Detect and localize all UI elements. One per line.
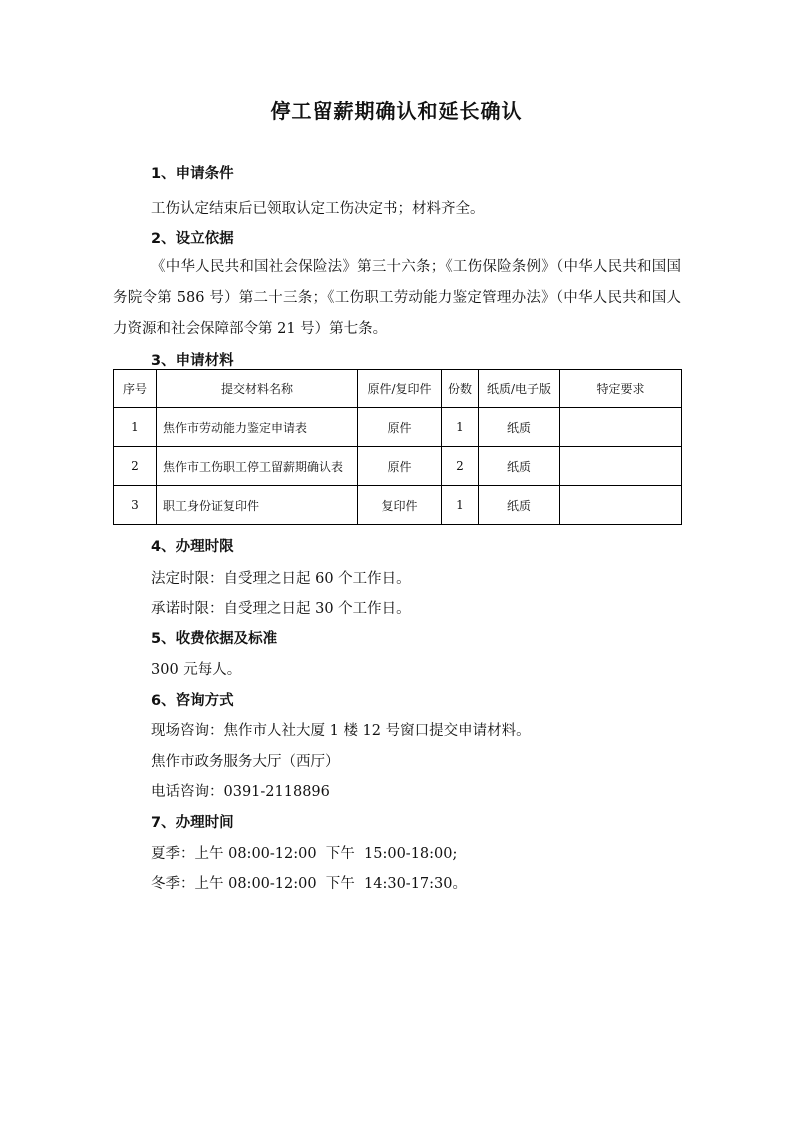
service-hall: 焦作市政务服务大厅（西厅） [151, 754, 340, 770]
table-cell: 纸质 [479, 408, 560, 447]
table-cell [560, 408, 682, 447]
column-header: 份数 [442, 370, 479, 408]
table-cell: 2 [442, 447, 479, 486]
materials-table [113, 369, 682, 525]
legal-time-limit: 法定时限：自受理之日起 60 个工作日。 [151, 571, 411, 587]
table-row [114, 408, 682, 447]
section-heading-conditions: 1、申请条件 [151, 166, 234, 182]
table-cell: 3 [114, 486, 157, 525]
column-header: 特定要求 [560, 370, 682, 408]
section-heading-fees: 5、收费依据及标准 [151, 631, 278, 647]
table-cell: 原件 [358, 408, 442, 447]
table-header-row [114, 370, 682, 408]
promised-time-limit: 承诺时限：自受理之日起 30 个工作日。 [151, 601, 411, 617]
table-cell: 1 [114, 408, 157, 447]
table-cell [560, 486, 682, 525]
section-heading-basis: 2、设立依据 [151, 231, 234, 247]
fee-text: 300 元每人。 [151, 662, 242, 678]
table-cell: 1 [442, 408, 479, 447]
table-cell: 复印件 [358, 486, 442, 525]
conditions-text: 工伤认定结束后已领取认定工伤决定书；材料齐全。 [151, 201, 485, 217]
page-title: 停工留薪期确认和延长确认 [270, 99, 523, 123]
table-cell [560, 447, 682, 486]
column-header: 序号 [114, 370, 157, 408]
column-header: 纸质/电子版 [479, 370, 560, 408]
table-cell: 纸质 [479, 447, 560, 486]
table-row [114, 447, 682, 486]
table-cell: 2 [114, 447, 157, 486]
section-heading-time-limit: 4、办理时限 [151, 539, 234, 555]
winter-hours: 冬季：上午 08:00-12:00 下午 14:30-17:30。 [151, 876, 467, 892]
phone-consultation: 电话咨询：0391-2118896 [151, 784, 330, 800]
section-heading-materials: 3、申请材料 [151, 353, 234, 369]
table-cell: 焦作市工伤职工停工留薪期确认表 [157, 447, 358, 486]
table-cell: 焦作市劳动能力鉴定申请表 [157, 408, 358, 447]
table-cell: 职工身份证复印件 [157, 486, 358, 525]
table-cell: 纸质 [479, 486, 560, 525]
section-heading-office-hours: 7、办理时间 [151, 815, 234, 831]
column-header: 原件/复印件 [358, 370, 442, 408]
section-heading-consultation: 6、咨询方式 [151, 693, 234, 709]
table-row [114, 486, 682, 525]
basis-text: 《中华人民共和国社会保险法》第三十六条；《工伤保险条例》（中华人民共和国国务院令第 586 号）第二十三条；《工伤职工劳动能力鉴定管理办法》（中华人民共和国人力资源和社会保障部令第 21 号）第七条。 [113, 259, 681, 337]
table-cell: 原件 [358, 447, 442, 486]
table-cell: 1 [442, 486, 479, 525]
onsite-consultation: 现场咨询：焦作市人社大厦 1 楼 12 号窗口提交申请材料。 [151, 723, 531, 739]
summer-hours: 夏季：上午 08:00-12:00 下午 15:00-18:00; [151, 846, 458, 862]
column-header: 提交材料名称 [157, 370, 358, 408]
